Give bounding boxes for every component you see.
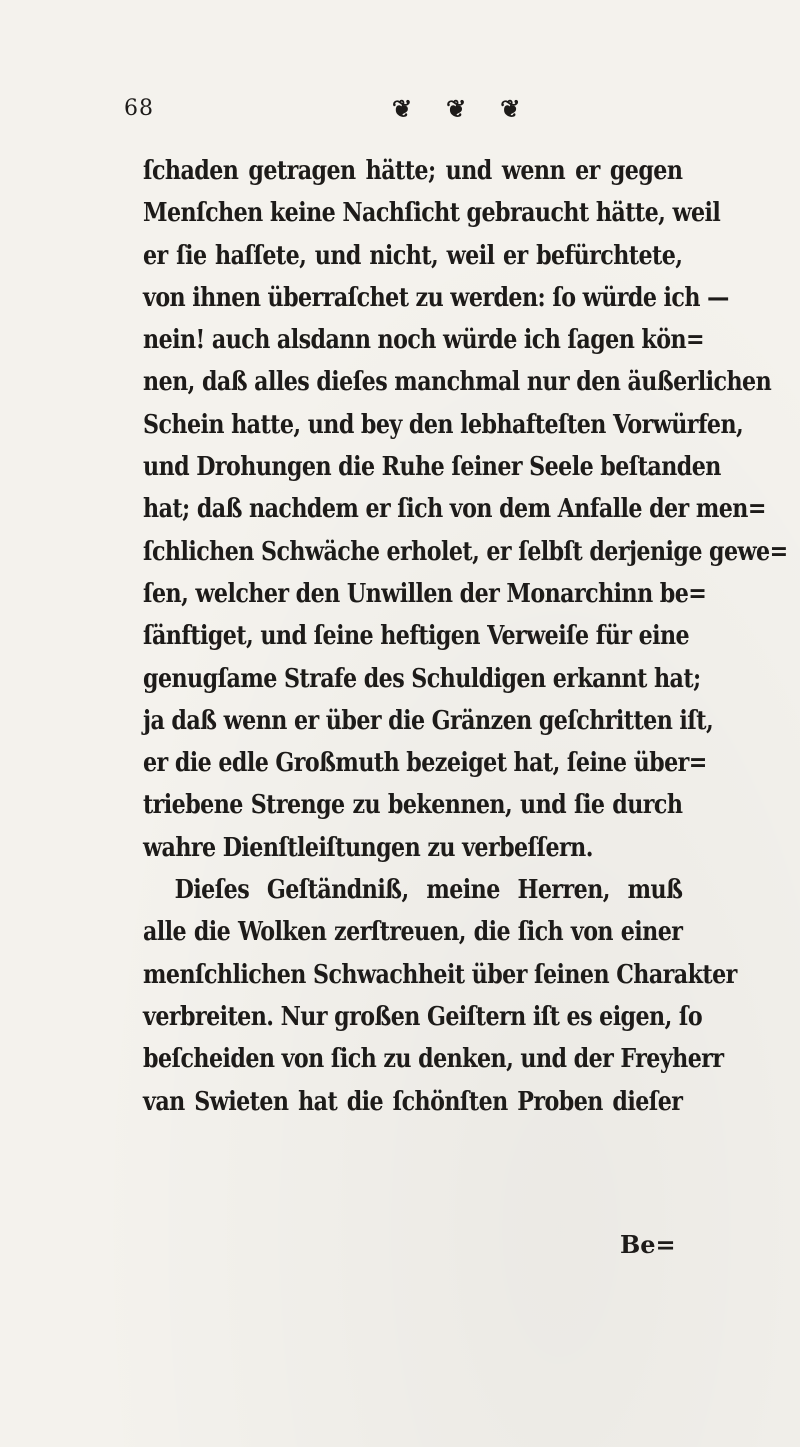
text-line: Schein hatte, und bey den lebhafteſten Vorwürfen, (143, 408, 744, 440)
catchword: Be= (620, 1230, 676, 1259)
text-line: alle die Wolken zerſtreuen, die ſich von einer (143, 916, 683, 948)
text-line: ja daß wenn er über die Gränzen geſchritten iſt, (143, 704, 714, 736)
text-line: verbreiten. Nur großen Geiſtern iſt es eigen, ſo (143, 1000, 703, 1032)
text-line: menſchlichen Schwachheit über ſeinen Charakter (143, 958, 737, 990)
ornament-icon: ❦ (446, 94, 467, 123)
text-line: hat; daß nachdem er ſich von dem Anfalle der men= (143, 493, 766, 525)
text-line: nen, daß alles dieſes manchmal nur den äußerlichen (143, 366, 772, 398)
text-line: ſen, welcher den Unwillen der Monarchinn be= (143, 577, 707, 609)
text-line: ſchlichen Schwäche erholet, er ſelbſt derjenige gewe= (143, 535, 788, 567)
text-line: Dieſes Geſtändniß, meine Herren, muß (174, 874, 683, 906)
header-ornaments (392, 94, 520, 123)
text-line: beſcheiden von ſich zu denken, und der Freyherr (143, 1043, 724, 1075)
text-line: nein! auch alsdann noch würde ich ſagen kön= (143, 324, 705, 356)
text-line: er die edle Großmuth bezeiget hat, ſeine über= (143, 747, 707, 779)
text-line: ſänftiget, und ſeine heftigen Verweiſe für eine (143, 620, 690, 652)
text-line: wahre Dienſtleiſtungen zu verbeſſern. (143, 831, 593, 863)
body-text (143, 150, 788, 1123)
text-line: triebene Strenge zu bekennen, und ſie durch (143, 789, 683, 821)
text-line: genugſame Strafe des Schuldigen erkannt hat; (143, 662, 701, 694)
text-line: Menſchen keine Nachſicht gebraucht hätte, weil (143, 197, 721, 229)
ornament-icon: ❦ (500, 94, 521, 123)
text-line: ſchaden getragen hätte; und wenn er gegen (143, 155, 683, 186)
page-header (124, 96, 684, 136)
text-line: von ihnen überraſchet zu werden: ſo würde ich — (143, 281, 729, 313)
text-line: und Drohungen die Ruhe ſeiner Seele beſtanden (143, 451, 721, 483)
text-line: van Swieten hat die ſchönſten Proben dieſer (143, 1085, 683, 1117)
text-line: er ſie haſſete, und nicht, weil er befürchtete, (143, 239, 683, 271)
ornament-icon: ❦ (392, 94, 413, 123)
page-number: 68 (124, 96, 154, 121)
